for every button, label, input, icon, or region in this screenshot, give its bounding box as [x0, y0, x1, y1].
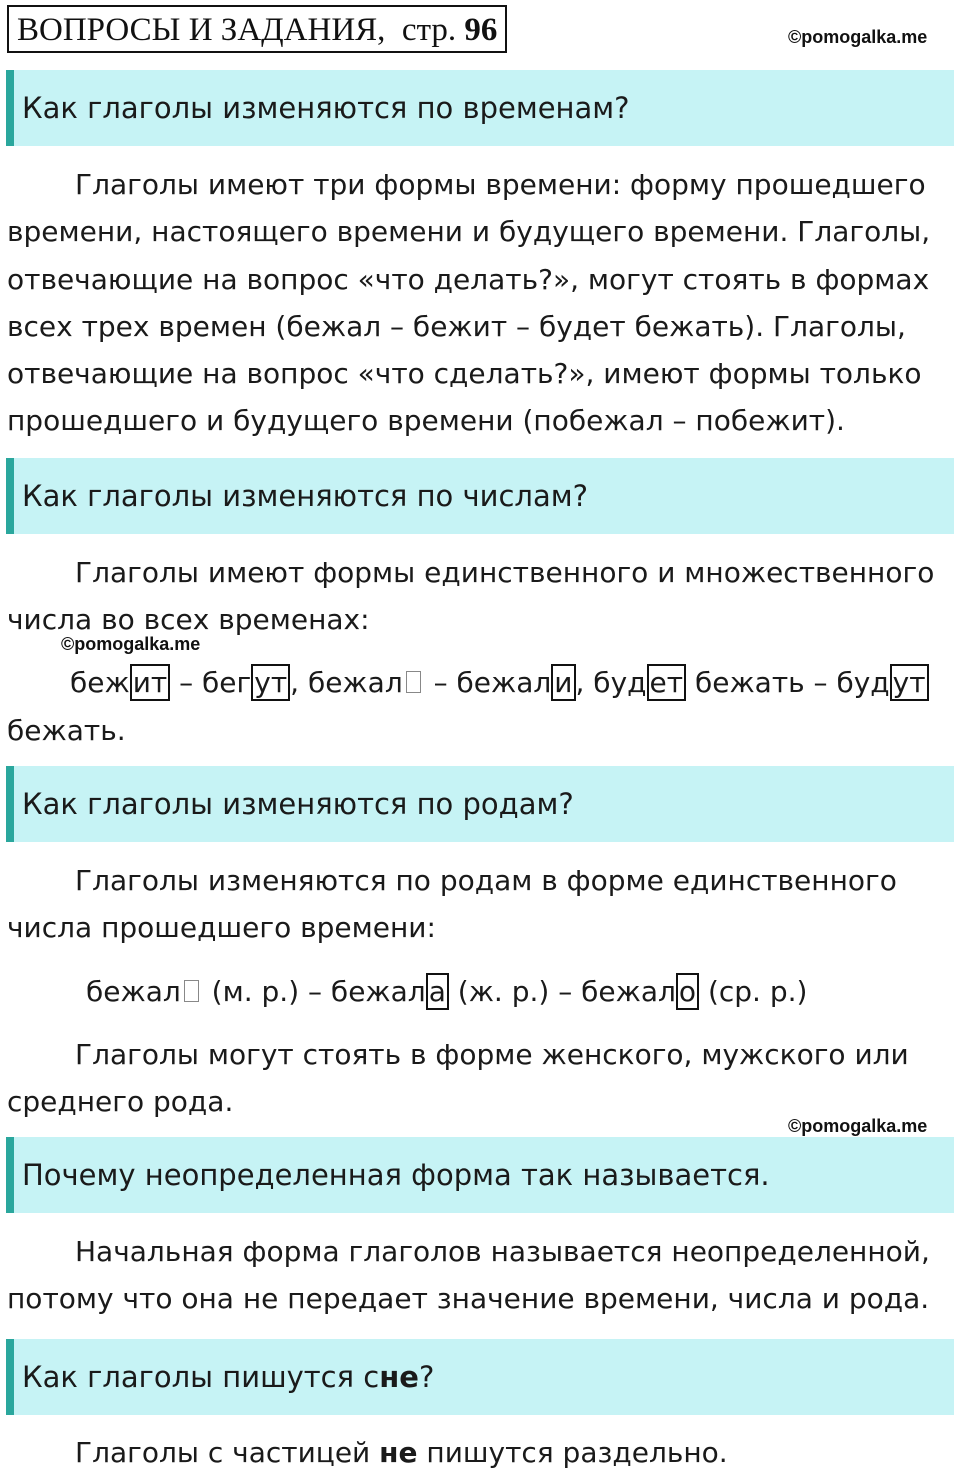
question-numbers: Как глаголы изменяются по числам? [6, 458, 954, 534]
bold-particle: не [379, 1360, 419, 1394]
page-title [7, 5, 507, 53]
ending-box: ет [647, 664, 687, 701]
answer-genders: Глаголы изменяются по родам в форме единственного числа прошедшего времени: [7, 864, 897, 945]
watermark: ©pomogalka.me [788, 1116, 928, 1136]
page-label: стр. [401, 12, 457, 48]
number-example: беж ит – бег ут , бежал – бежал и , буд ет бежать – буд ут [70, 659, 929, 706]
number-example-continued: бежать. [7, 714, 126, 747]
question-tenses: Как глаголы изменяются по временам? [6, 70, 954, 146]
ending-box: и [551, 664, 575, 701]
ending-box: о [676, 973, 699, 1010]
answer-tenses: Глаголы имеют три формы времени: форму прошедшего времени, настоящего времени и будущего времени. Глаголы, отвечающие на вопрос «что делать?», могут стоять в формах всех трех времен (бежал – бежит – будет бежать). Глаголы, отвечающие на вопрос «что сделать?», имеют формы только прошедшего и будущего времени (побежал – побежит). [7, 168, 931, 438]
question-infinitive: Почему неопределенная форма так называется. [6, 1137, 954, 1213]
ending-box: ут [890, 664, 929, 701]
question-negation: Как глаголы пишутся с не ? [6, 1339, 954, 1415]
question-genders: Как глаголы изменяются по родам? [6, 766, 954, 842]
header-title: ВОПРОСЫ И ЗАДАНИЯ, [17, 12, 386, 48]
bold-particle: не [379, 1436, 418, 1469]
ending-box: ит [130, 664, 171, 701]
answer-genders-2: Глаголы могут стоять в форме женского, мужского или среднего рода. [7, 1038, 909, 1119]
watermark: ©pomogalka.me [61, 634, 201, 654]
page-number: 96 [464, 12, 498, 48]
answer-numbers: Глаголы имеют формы единственного и множественного числа во всех временах: [7, 556, 935, 637]
answer-infinitive: Начальная форма глаголов называется неопределенной, потому что она не передает значение времени, числа и рода. [7, 1235, 930, 1316]
answer-negation: Глаголы с частицей не пишутся раздельно. [75, 1436, 728, 1469]
ending-box: ут [251, 664, 290, 701]
empty-ending-box [184, 980, 199, 1002]
empty-ending-box [406, 671, 421, 693]
ending-box: а [426, 973, 449, 1010]
watermark: ©pomogalka.me [788, 27, 928, 47]
gender-example: бежал (м. р.) – бежал а (ж. р.) – бежал о (ср. р.) [86, 975, 808, 1008]
